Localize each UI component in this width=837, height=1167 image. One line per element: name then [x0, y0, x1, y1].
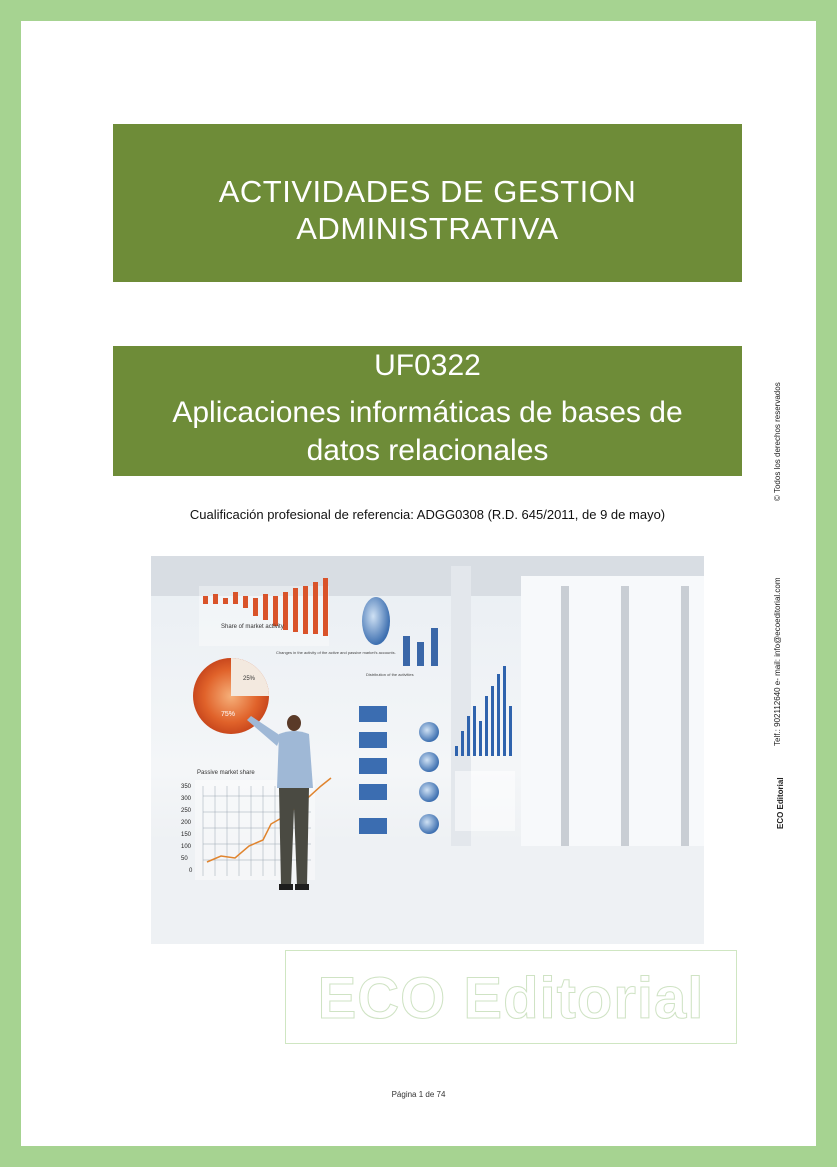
- title-line-1: ACTIVIDADES DE GESTION: [218, 174, 637, 209]
- title-line-2: ADMINISTRATIVA: [296, 211, 559, 246]
- unit-title: [113, 394, 742, 470]
- contact-sidebar: Telf.: 902112640 e- mail: info@ecoeditorial.com: [773, 577, 782, 746]
- y-tick: 250: [181, 808, 192, 814]
- y-tick: 50: [181, 856, 188, 862]
- y-tick: 200: [181, 820, 192, 826]
- page: [21, 21, 816, 1146]
- watermark-text: ECO Editorial: [317, 966, 705, 1031]
- document-title: [113, 173, 742, 247]
- note-text: Changes in the activity of the active and passive market's accounts.: [276, 650, 396, 655]
- y-tick: 300: [181, 796, 192, 802]
- y-tick: 350: [181, 784, 192, 790]
- copyright-sidebar: © Todos los derechos reservados: [773, 382, 782, 501]
- distribution-label: Distribution of the activities: [366, 672, 414, 677]
- pie-small-label: 25%: [243, 676, 256, 682]
- top-bar-chart: [199, 578, 329, 646]
- title-banner: [113, 124, 742, 282]
- passive-label: Passive market share: [197, 770, 255, 776]
- market-share-label: Share of market activity: [221, 624, 284, 630]
- y-tick: 100: [181, 844, 192, 850]
- eco-editorial-watermark: [285, 950, 737, 1044]
- unit-title-line-1: Aplicaciones informáticas de bases de: [172, 396, 683, 429]
- unit-code: UF0322: [374, 349, 481, 382]
- page-number: Página 1 de 74: [391, 1090, 446, 1099]
- qualification-reference: Cualificación profesional de referencia: ADGG0308 (R.D. 645/2011, de 9 de mayo): [189, 507, 666, 522]
- unit-banner: [113, 346, 742, 476]
- y-tick: 150: [181, 832, 192, 838]
- cover-illustration: [151, 556, 704, 944]
- pie-large-label: 75%: [221, 711, 236, 718]
- cover-photo: [151, 556, 704, 944]
- unit-title-line-2: datos relacionales: [306, 434, 549, 467]
- y-tick: 0: [189, 868, 193, 874]
- publisher-sidebar: ECO Editorial: [776, 777, 785, 829]
